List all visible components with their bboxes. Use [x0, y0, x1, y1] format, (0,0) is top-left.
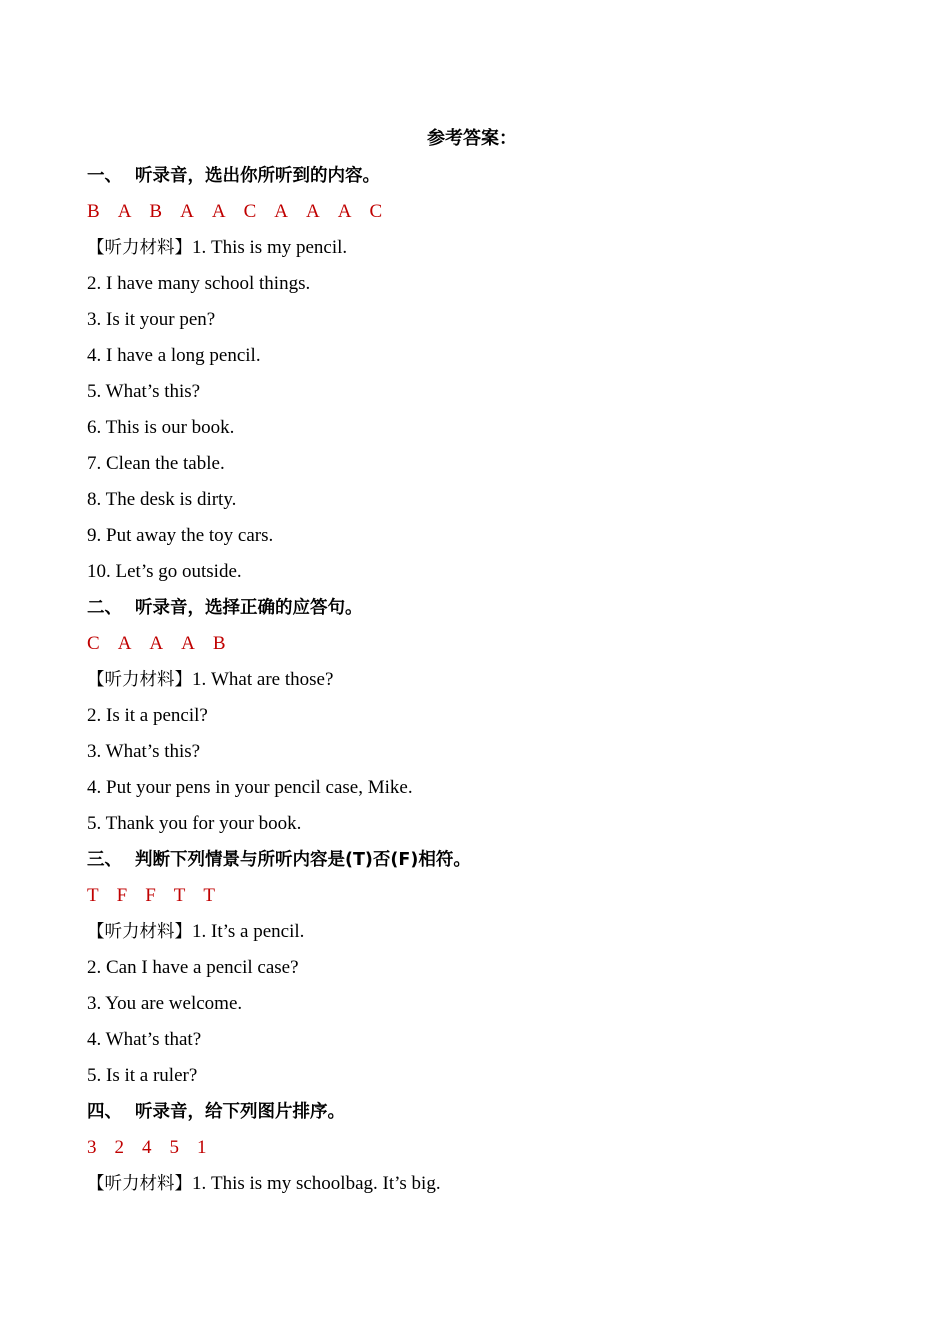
answer-item: B: [212, 633, 226, 654]
section-heading: [87, 590, 887, 626]
transcript-text: 7. Clean the table.: [87, 453, 225, 474]
material-label: 【听力材料】: [87, 922, 192, 942]
transcript-text: 1. This is my schoolbag. It’s big.: [192, 1173, 441, 1194]
section-instruction: 听录音，选择正确的应答句。: [135, 598, 363, 618]
answer-item: A: [117, 633, 132, 654]
page-title: 参考答案：: [427, 128, 517, 149]
transcript-text: 8. The desk is dirty.: [87, 489, 237, 510]
transcript-text: 3. You are welcome.: [87, 993, 243, 1014]
section-heading: [87, 842, 887, 878]
answer-item: A: [211, 201, 226, 222]
answer-row: [87, 878, 887, 914]
answer-item: A: [181, 633, 195, 654]
answer-item: C: [243, 201, 257, 222]
section-number: 四、: [87, 1102, 122, 1122]
material-label: 【听力材料】: [87, 1174, 192, 1194]
answer-item: A: [117, 201, 132, 222]
transcript-line: [87, 518, 887, 554]
answer-item: B: [149, 201, 163, 222]
answer-item: T: [87, 885, 99, 906]
transcript-text: 5. What’s this?: [87, 381, 201, 402]
transcript-line: [87, 302, 887, 338]
answer-item: C: [87, 633, 100, 654]
transcript-line: [87, 986, 887, 1022]
transcript-line: [87, 662, 887, 698]
transcript-line: [87, 1058, 887, 1094]
transcript-text: 9. Put away the toy cars.: [87, 525, 274, 546]
answer-row: [87, 626, 887, 662]
transcript-text: 3. What’s this?: [87, 741, 201, 762]
section-number: 二、: [87, 598, 122, 618]
answer-item: F: [145, 885, 156, 906]
transcript-line: [87, 374, 887, 410]
transcript-line: [87, 806, 887, 842]
answer-key-page: [87, 122, 887, 1202]
answer-item: A: [180, 201, 194, 222]
answer-item: 5: [169, 1137, 179, 1158]
transcript-text: 1. It’s a pencil.: [192, 921, 305, 942]
answer-item: C: [369, 201, 383, 222]
answer-item: 1: [197, 1137, 207, 1158]
transcript-text: 3. Is it your pen?: [87, 309, 216, 330]
answer-item: B: [87, 201, 100, 222]
answer-row: [87, 1130, 887, 1166]
transcript-line: [87, 950, 887, 986]
section-heading: [87, 1094, 887, 1130]
answer-item: A: [306, 201, 320, 222]
answer-item: A: [337, 201, 352, 222]
transcript-line: [87, 734, 887, 770]
material-label: 【听力材料】: [87, 670, 192, 690]
sections-container: [87, 158, 887, 1202]
transcript-text: 5. Is it a ruler?: [87, 1065, 198, 1086]
transcript-line: [87, 554, 887, 590]
transcript-line: [87, 230, 887, 266]
transcript-line: [87, 446, 887, 482]
answer-item: T: [173, 885, 186, 906]
transcript-line: [87, 698, 887, 734]
transcript-text: 2. I have many school things.: [87, 273, 311, 294]
transcript-text: 2. Can I have a pencil case?: [87, 957, 299, 978]
transcript-text: 10. Let’s go outside.: [87, 561, 242, 582]
transcript-text: 4. I have a long pencil.: [87, 345, 261, 366]
transcript-text: 4. What’s that?: [87, 1029, 202, 1050]
transcript-line: [87, 266, 887, 302]
answer-row: [87, 194, 887, 230]
answer-item: A: [149, 633, 164, 654]
transcript-line: [87, 482, 887, 518]
section-heading: [87, 158, 887, 194]
transcript-text: 1. What are those?: [192, 669, 334, 690]
transcript-text: 4. Put your pens in your pencil case, Mike.: [87, 777, 413, 798]
answer-item: T: [203, 885, 215, 906]
transcript-line: [87, 1166, 887, 1202]
answer-item: 3: [87, 1137, 97, 1158]
answer-item: 2: [114, 1137, 124, 1158]
section-instruction: 听录音，选出你所听到的内容。: [135, 166, 380, 186]
transcript-text: 1. This is my pencil.: [192, 237, 348, 258]
transcript-line: [87, 770, 887, 806]
transcript-text: 5. Thank you for your book.: [87, 813, 302, 834]
section-number: 一、: [87, 166, 122, 186]
transcript-line: [87, 914, 887, 950]
transcript-text: 2. Is it a pencil?: [87, 705, 208, 726]
transcript-line: [87, 410, 887, 446]
answer-item: A: [274, 201, 288, 222]
answer-item: 4: [142, 1137, 152, 1158]
answer-item: F: [116, 885, 128, 906]
section-number: 三、: [87, 850, 122, 870]
transcript-line: [87, 1022, 887, 1058]
transcript-line: [87, 338, 887, 374]
section-instruction: 判断下列情景与所听内容是(T)否(F)相符。: [135, 850, 471, 870]
material-label: 【听力材料】: [87, 238, 192, 258]
transcript-text: 6. This is our book.: [87, 417, 235, 438]
section-instruction: 听录音，给下列图片排序。: [135, 1102, 345, 1122]
